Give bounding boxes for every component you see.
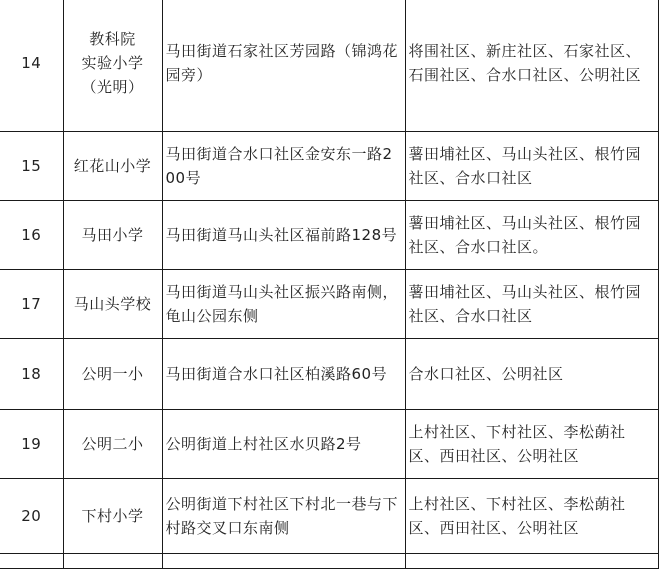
table-row [0, 270, 658, 339]
row-number: 18 [0, 339, 63, 410]
empty-cell [162, 554, 405, 569]
row-number: 15 [0, 132, 63, 201]
table-row [0, 201, 658, 270]
school-name: 红花山小学 [63, 132, 162, 201]
table-row [0, 132, 658, 201]
school-address: 马田街道马山头社区振兴路南侧，龟山公园东侧 [162, 270, 405, 339]
enrollment-area: 合水口社区、公明社区 [405, 339, 658, 410]
school-name: 马山头学校 [63, 270, 162, 339]
table-row [0, 0, 658, 132]
school-address: 马田街道合水口社区金安东一路200号 [162, 132, 405, 201]
enrollment-area: 薯田埔社区、马山头社区、根竹园社区、合水口社区 [405, 132, 658, 201]
table-row [0, 339, 658, 410]
enrollment-area: 薯田埔社区、马山头社区、根竹园社区、合水口社区 [405, 270, 658, 339]
table-row [0, 479, 658, 554]
row-number: 17 [0, 270, 63, 339]
empty-cell [0, 554, 63, 569]
school-address: 公明街道下村社区下村北一巷与下村路交叉口东南侧 [162, 479, 405, 554]
school-name: 马田小学 [63, 201, 162, 270]
row-number: 20 [0, 479, 63, 554]
school-address: 马田街道合水口社区柏溪路60号 [162, 339, 405, 410]
enrollment-area: 薯田埔社区、马山头社区、根竹园社区、合水口社区。 [405, 201, 658, 270]
enrollment-area: 上村社区、下村社区、李松蓢社区、西田社区、公明社区 [405, 479, 658, 554]
empty-cell [405, 554, 658, 569]
school-name: 公明二小 [63, 410, 162, 479]
school-name: 公明一小 [63, 339, 162, 410]
enrollment-area: 上村社区、下村社区、李松蓢社区、西田社区、公明社区 [405, 410, 658, 479]
enrollment-area: 将围社区、新庄社区、石家社区、石围社区、合水口社区、公明社区 [405, 0, 658, 132]
school-name: 下村小学 [63, 479, 162, 554]
school-address: 公明街道上村社区水贝路2号 [162, 410, 405, 479]
school-address: 马田街道石家社区芳园路（锦鸿花园旁） [162, 0, 405, 132]
school-address: 马田街道马山头社区福前路128号 [162, 201, 405, 270]
row-number: 16 [0, 201, 63, 270]
row-number: 14 [0, 0, 63, 132]
table-row-partial [0, 554, 658, 569]
school-name: 教科院 实验小学 （光明） [63, 0, 162, 132]
table-row [0, 410, 658, 479]
empty-cell [63, 554, 162, 569]
row-number: 19 [0, 410, 63, 479]
